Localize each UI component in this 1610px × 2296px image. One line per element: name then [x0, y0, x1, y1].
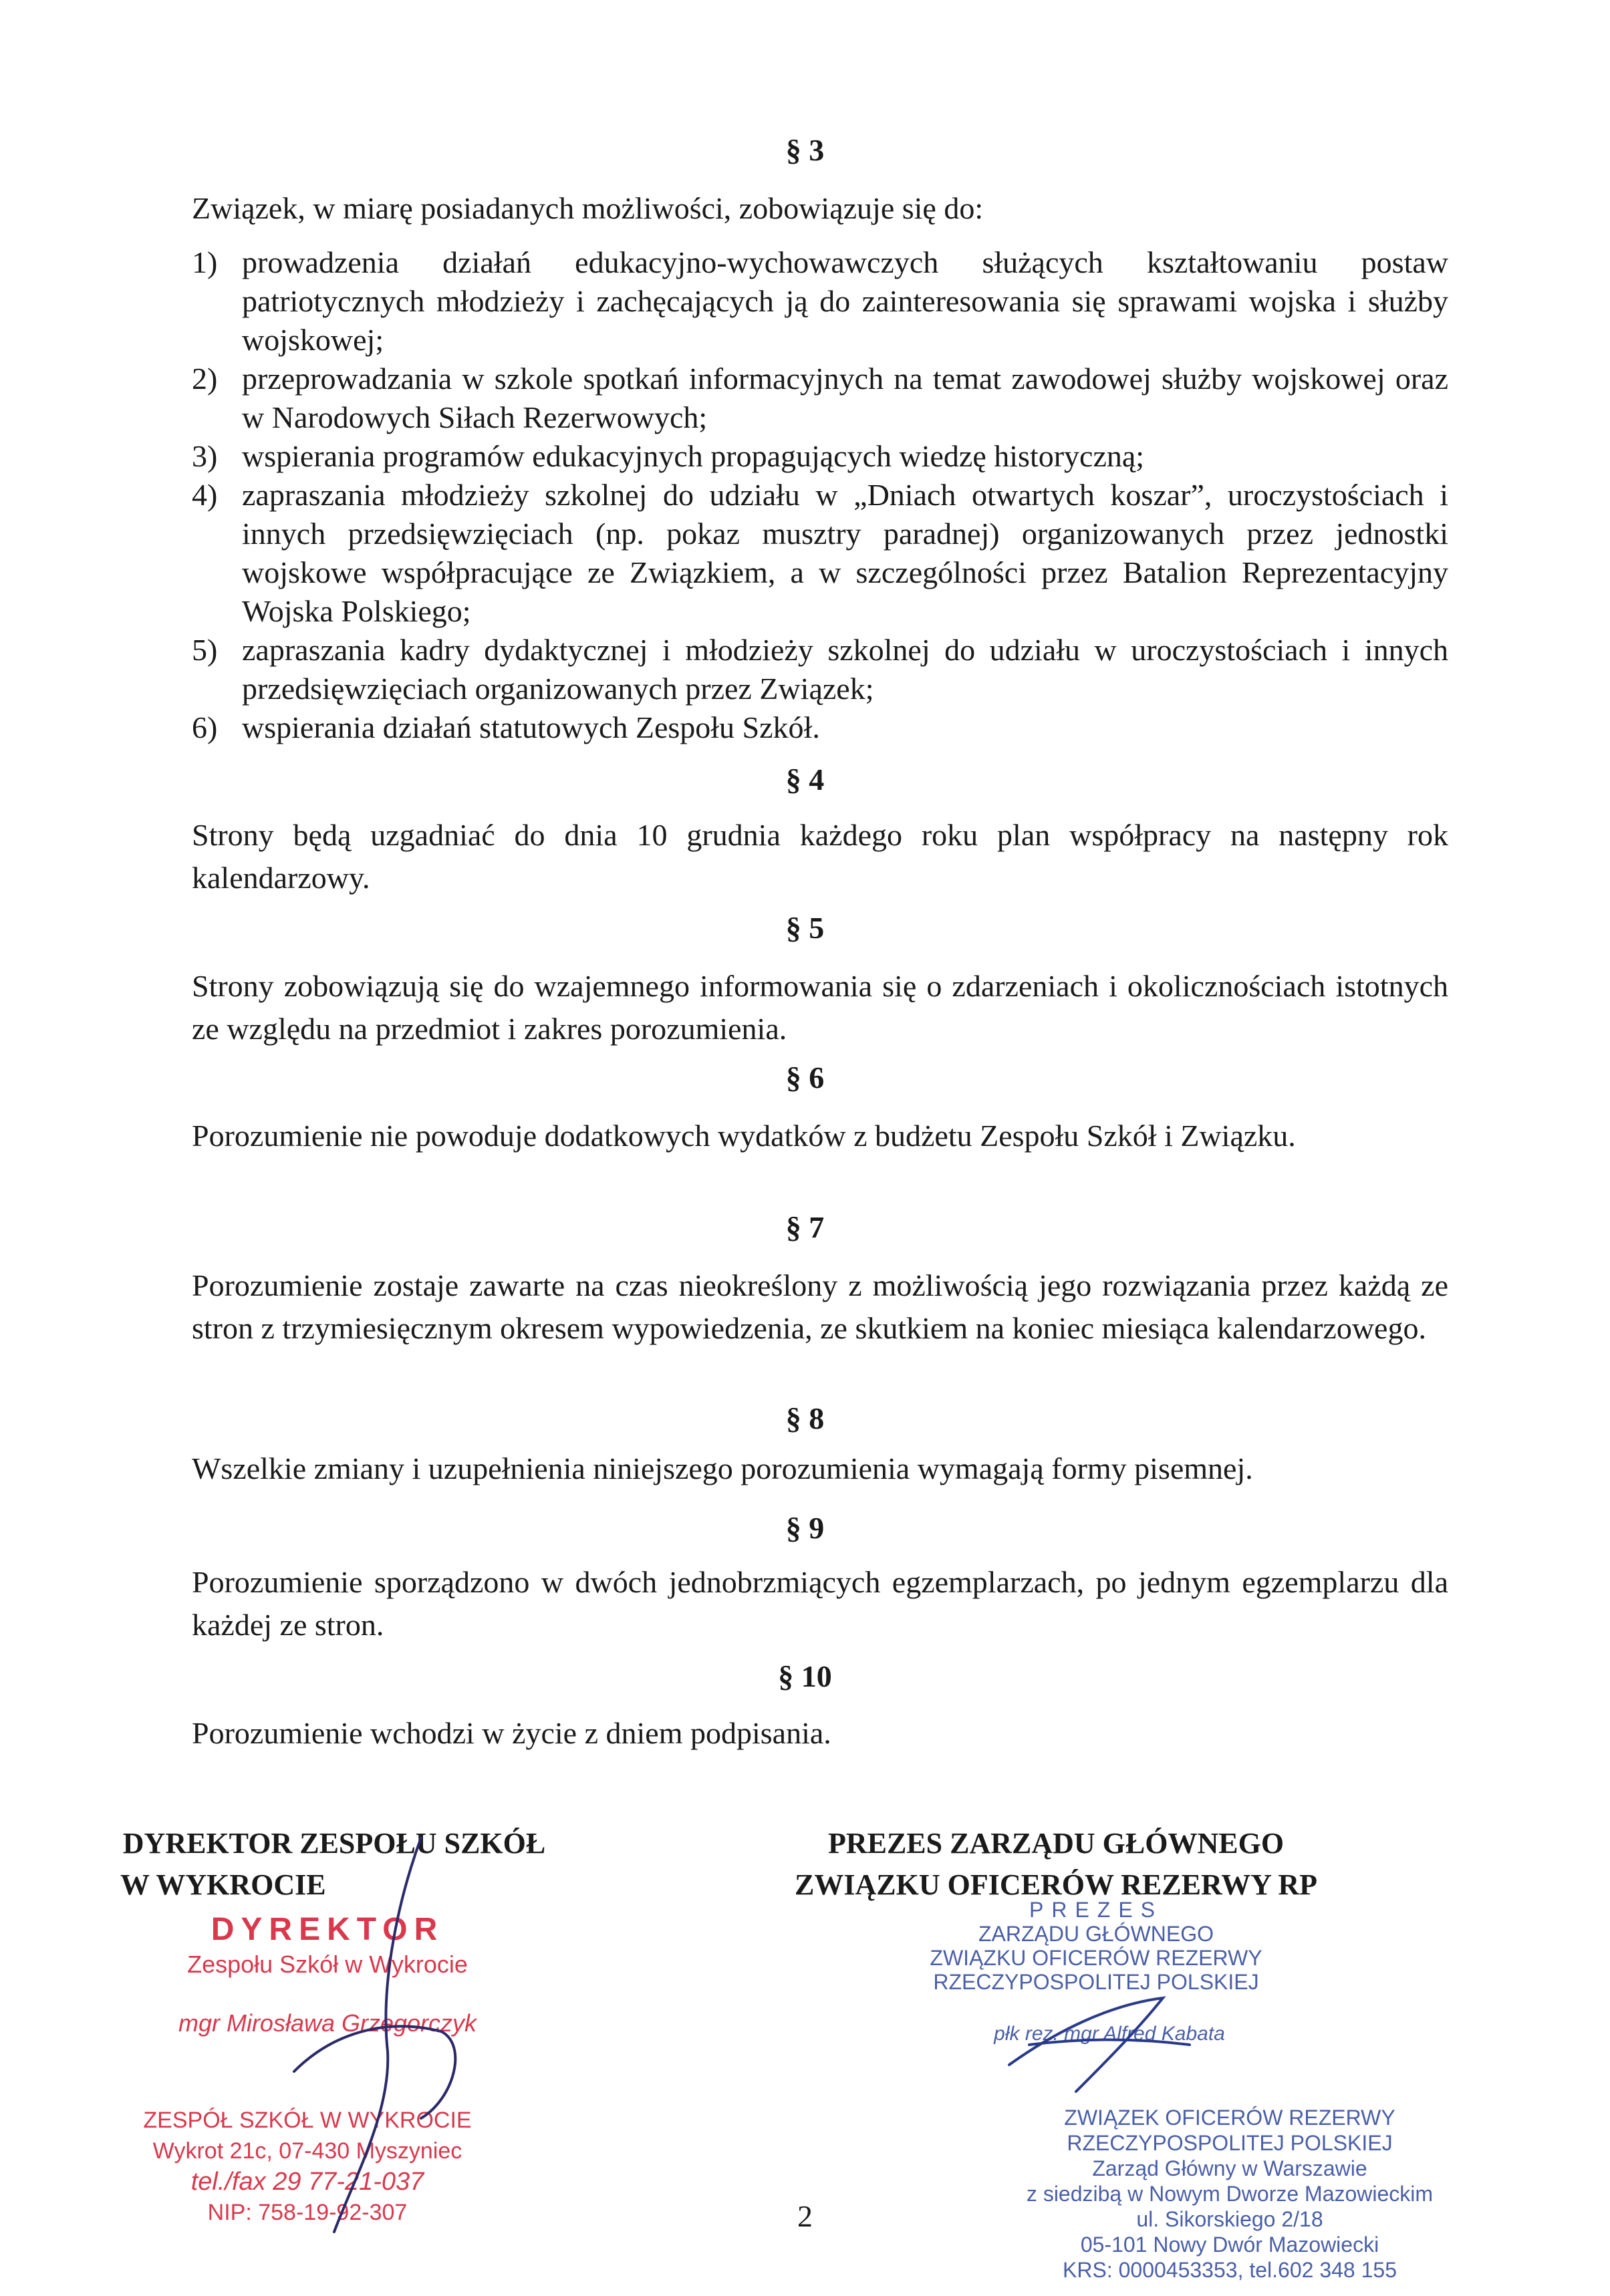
section-heading: § 3: [785, 133, 825, 167]
section-text: Strony zobowiązują się do wzajemnego informowania się o zdarzeniach i okolicznościach istotnych ze względu na przedmiot i zakres porozumienia.: [192, 969, 1448, 1046]
section-heading: § 7: [785, 1210, 825, 1244]
section-text: Porozumienie nie powoduje dodatkowych wydatków z budżetu Zespołu Szkół i Związku.: [192, 1119, 1296, 1153]
organization-stamp: ZWIĄZEK OFICERÓW REZERWY RZECZYPOSPOLITEJ POLSKIEJ Zarząd Główny w Warszawie z siedzibą w Nowym Dworze Mazowieckim ul. Sikorskiego 2/18 05-101 Nowy Dwór Mazowiecki KRS: 0000453353, tel.602 348 155: [1026, 2106, 1434, 2282]
left-signatory-title: DYREKTOR ZESPOŁU SZKÓŁ W WYKROCIE: [120, 1827, 546, 1901]
page-number: 2: [797, 2199, 813, 2233]
section-intro: Związek, w miarę posiadanych możliwości, zobowiązuje się do:: [192, 191, 984, 225]
section-heading: § 8: [785, 1401, 825, 1435]
section-text: Porozumienie zostaje zawarte na czas nieokreślony z możliwością jego rozwiązania przez każdą ze stron z trzymiesięcznym okresem wypowiedzenia, ze skutkiem na koniec miesiąca kalendarzowego.: [192, 1268, 1448, 1345]
director-stamp: DYREKTOR Zespołu Szkół w Wykrocie mgr Mirosława Grzegorczyk: [178, 1912, 477, 2037]
list-item: 1) prowadzenia działań edukacyjno-wychowawczych służących kształtowaniu postaw patriotycznych młodzieży i zachęcających ją do zainteresowania się sprawami wojska i służby wojskowej;: [192, 245, 1448, 357]
section-heading: § 5: [785, 911, 825, 945]
list-item: 3) wspierania programów edukacyjnych propagujących wiedzę historyczną;: [192, 439, 1145, 473]
section-text: Porozumienie wchodzi w życie z dniem podpisania.: [192, 1716, 831, 1750]
president-signature: [1002, 1991, 1203, 2098]
section-heading: § 4: [785, 762, 825, 797]
president-stamp: PREZES ZARZĄDU GŁÓWNEGO ZWIĄZKU OFICERÓW REZERWY RZECZYPOSPOLITEJ POLSKIEJ płk rez. mgr Alfred Kabata: [930, 1898, 1262, 2045]
director-signature: [254, 1831, 495, 2259]
section-text: Porozumienie sporządzono w dwóch jednobrzmiących egzemplarzach, po jednym egzemplarzu dla każdej ze stron.: [192, 1565, 1448, 1642]
section-heading: § 9: [785, 1511, 825, 1545]
list-item: 6) wspierania działań statutowych Zespołu Szkół.: [192, 710, 820, 744]
list-item: 4) zapraszania młodzieży szkolnej do udziału w „Dniach otwartych koszar”, uroczystościach i innych przedsięwzięciach (np. pokaz musztry paradnej) organizowanych przez jednostki wojskowe współpracujące ze Związkiem, a w szczególności przez Batalion Reprezentacyjny Wojska Polskiego;: [192, 478, 1448, 628]
section-text: Wszelkie zmiany i uzupełnienia niniejszego porozumienia wymagają formy pisemnej.: [192, 1451, 1253, 1485]
school-stamp: ZESPÓŁ SZKÓŁ W WYKROCIE Wykrot 21c, 07-430 Myszyniec tel./fax 29 77-21-037 NIP: 758-19-92-307: [143, 2108, 472, 2225]
section-heading: § 10: [778, 1659, 832, 1693]
list-item: 5) zapraszania kadry dydaktycznej i młodzieży szkolnej do udziału w uroczystościach i innych przedsięwzięciach organizowanych przez Związek;: [192, 633, 1448, 706]
right-signatory-title: PREZES ZARZĄDU GŁÓWNEGO ZWIĄZKU OFICERÓW REZERWY RP: [795, 1827, 1317, 1901]
section-text: Strony będą uzgadniać do dnia 10 grudnia każdego roku plan współpracy na następny rok kalendarzowy.: [192, 818, 1448, 895]
list-item: 2) przeprowadzania w szkole spotkań informacyjnych na temat zawodowej służby wojskowej oraz w Narodowych Siłach Rezerwowych;: [192, 362, 1448, 434]
obligations-list: [192, 243, 1448, 747]
section-heading: § 6: [785, 1060, 825, 1095]
